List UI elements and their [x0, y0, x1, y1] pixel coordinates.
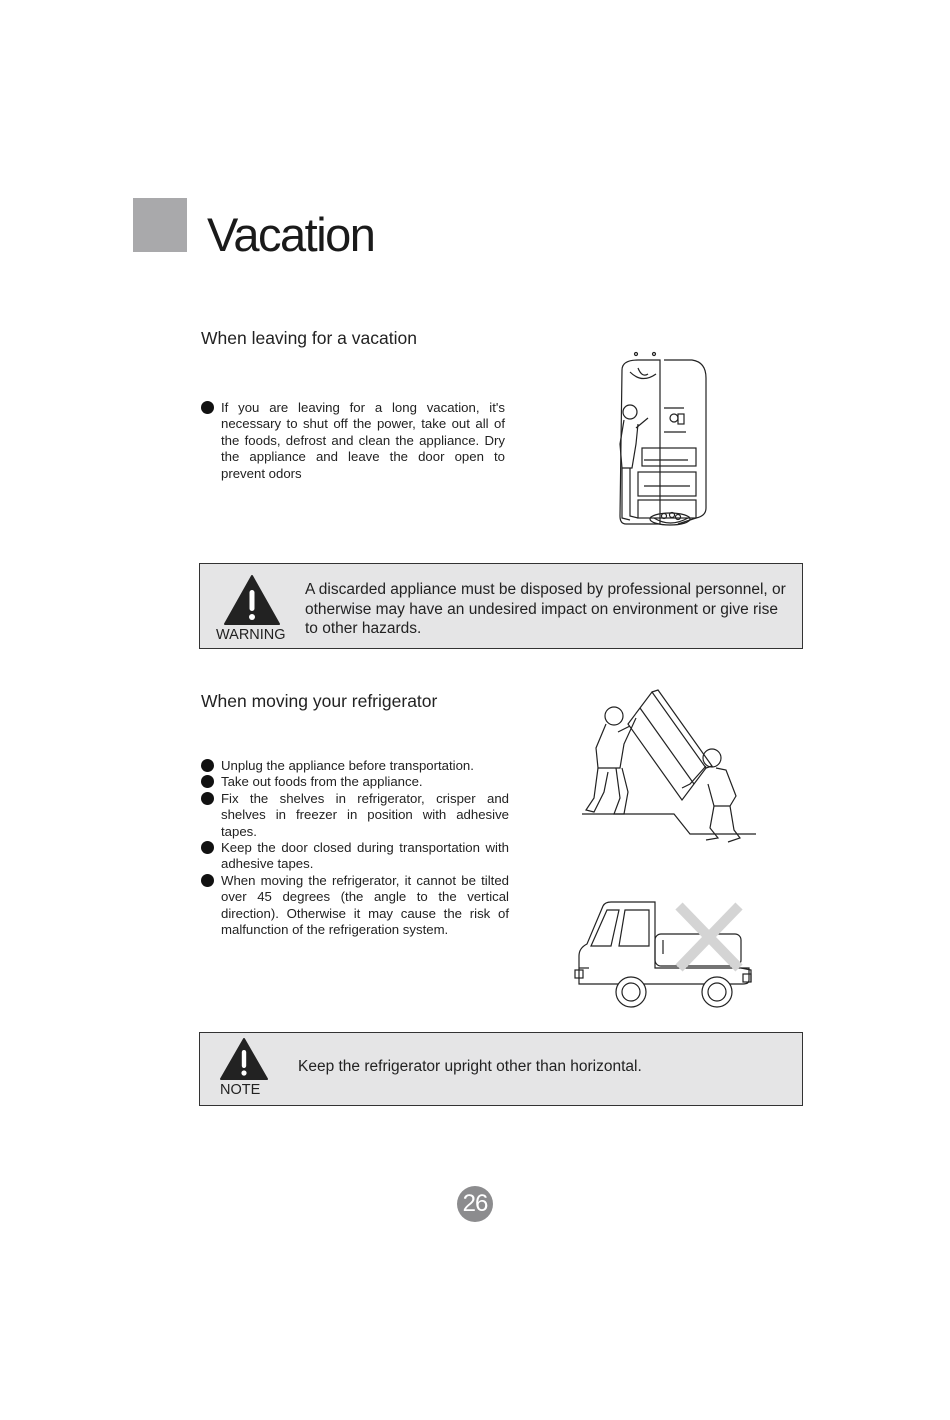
list-item: Fix the shelves in refrigerator, crisper and shelves in freezer in position with adhesive tapes. — [201, 791, 509, 840]
moving-bullet-list — [201, 758, 509, 938]
cross-icon — [679, 906, 739, 968]
page-title: Vacation — [207, 208, 375, 261]
note-box — [199, 1032, 803, 1106]
list-item: Unplug the appliance before transportation. — [201, 758, 509, 774]
warning-triangle-icon — [223, 574, 281, 626]
vacation-section-heading: When leaving for a vacation — [201, 328, 417, 348]
title-marker-square — [133, 198, 187, 252]
page-number-badge: 26 — [457, 1186, 493, 1222]
vacation-bullet-list — [201, 400, 505, 482]
list-item: Keep the door closed during transportation with adhesive tapes. — [201, 840, 509, 873]
list-item: Take out foods from the appliance. — [201, 774, 509, 790]
warning-text: A discarded appliance must be disposed by professional personnel, or otherwise may have an undesired impact on environment or give rise to other hazards. — [305, 581, 786, 637]
list-item: When moving the refrigerator, it cannot be tilted over 45 degrees (the angle to the vertical direction). Otherwise it may cause the risk of malfunction of the refrigeration system. — [201, 873, 509, 939]
note-triangle-icon — [219, 1037, 269, 1081]
note-text: Keep the refrigerator upright other than horizontal. — [298, 1058, 642, 1075]
truck-horizontal-prohibited-illustration — [573, 898, 757, 1010]
people-carrying-fridge-illustration — [578, 688, 760, 850]
list-item: If you are leaving for a long vacation, it's necessary to shut off the power, take out all of the foods, defrost and clean the appliance. Dry the appliance and leave the door open to prevent odors — [201, 400, 505, 482]
person-cleaning-fridge-illustration — [608, 348, 716, 538]
warning-caption: WARNING — [216, 627, 286, 643]
moving-section-heading: When moving your refrigerator — [201, 691, 438, 711]
note-caption: NOTE — [220, 1082, 261, 1098]
warning-box — [199, 563, 803, 649]
